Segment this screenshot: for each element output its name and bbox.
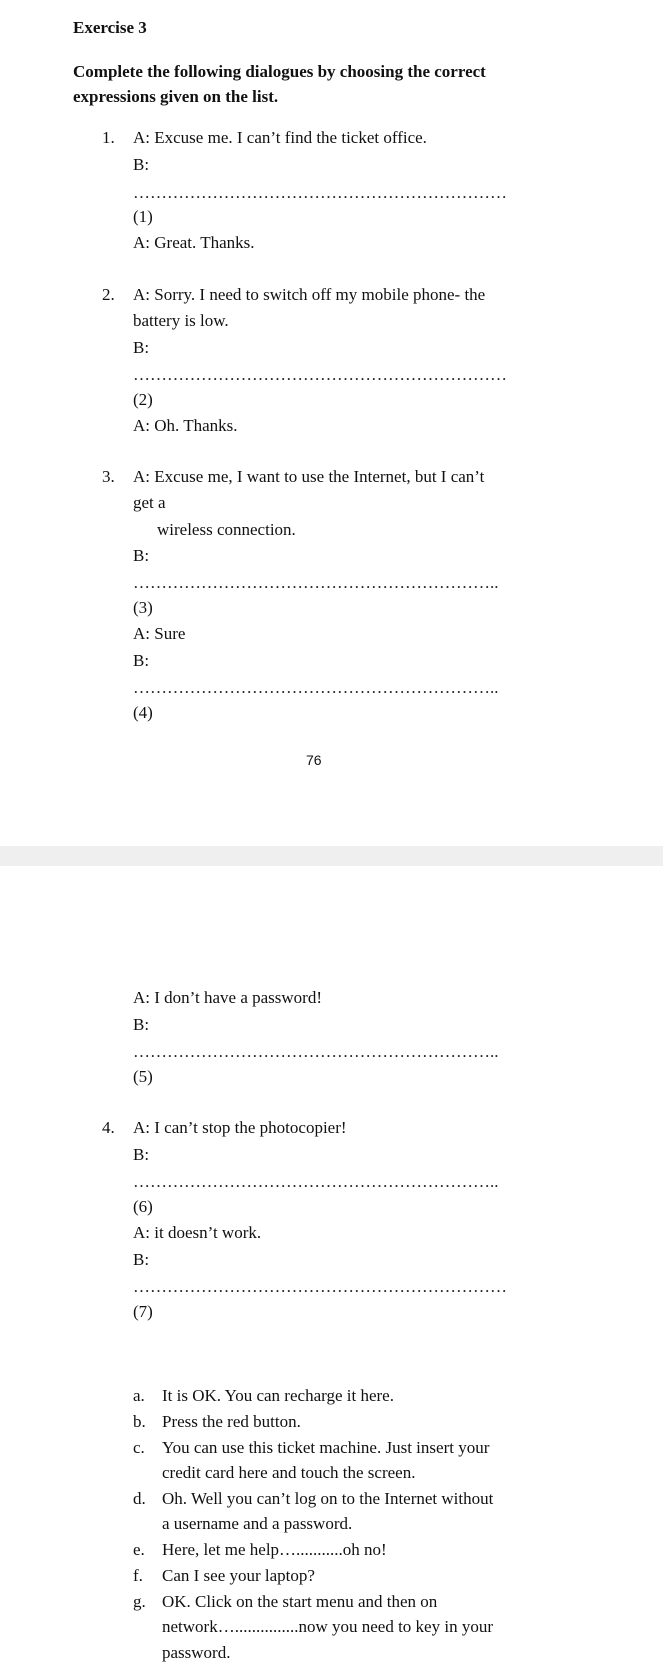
dialogue-3-number: 3. [102, 467, 115, 486]
dialogue-1-b1: B: [133, 155, 150, 174]
answer-line-1: ………………………………………………………… [133, 183, 507, 202]
dialogue-3-b2: B: [133, 651, 150, 670]
blank-number-7: (7) [133, 1302, 153, 1321]
page-separator [0, 846, 663, 866]
option-g-line2: network…...............now you need to key in your [162, 1617, 493, 1636]
blank-number-5: (5) [133, 1067, 153, 1086]
dialogue-2-a1-line2: battery is low. [133, 311, 229, 330]
blank-number-3: (3) [133, 598, 153, 617]
exercise-title: Exercise 3 [73, 18, 147, 37]
option-d-line1: Oh. Well you can’t log on to the Internet without [162, 1489, 494, 1508]
dialogue-2-b1: B: [133, 338, 150, 357]
option-letter-e: e. [133, 1540, 145, 1559]
dialogue-3-b3: B: [133, 1015, 150, 1034]
dialogue-1-a1: A: Excuse me. I can’t find the ticket office. [133, 128, 427, 147]
option-g-line3: password. [162, 1643, 231, 1662]
dialogue-4-a2: A: it doesn’t work. [133, 1223, 262, 1242]
answer-line-6: ……………………………………………………….. [133, 1172, 499, 1191]
dialogue-2-a1-line1: A: Sorry. I need to switch off my mobile phone- the [133, 285, 486, 304]
answer-line-3: ……………………………………………………….. [133, 573, 499, 592]
option-letter-c: c. [133, 1438, 145, 1457]
blank-number-1: (1) [133, 207, 153, 226]
option-b-line1: Press the red button. [162, 1412, 301, 1431]
answer-line-2: ………………………………………………………… [133, 365, 507, 384]
option-g-line1: OK. Click on the start menu and then on [162, 1592, 438, 1611]
dialogue-2-number: 2. [102, 285, 115, 304]
option-e-line1: Here, let me help…...........oh no! [162, 1540, 387, 1559]
dialogue-4-b2: B: [133, 1250, 150, 1269]
answer-line-7: ………………………………………………………… [133, 1277, 507, 1296]
answer-line-4: ……………………………………………………….. [133, 678, 499, 697]
page-77 [0, 866, 663, 1676]
option-letter-a: a. [133, 1386, 145, 1405]
dialogue-3-a2: A: Sure [133, 624, 186, 643]
answer-line-5: ……………………………………………………….. [133, 1042, 499, 1061]
dialogue-2-a2: A: Oh. Thanks. [133, 416, 238, 435]
dialogue-4-number: 4. [102, 1118, 115, 1137]
blank-number-2: (2) [133, 390, 153, 409]
option-f-line1: Can I see your laptop? [162, 1566, 315, 1585]
option-c-line1: You can use this ticket machine. Just insert your [162, 1438, 490, 1457]
option-letter-d: d. [133, 1489, 146, 1508]
blank-number-4: (4) [133, 703, 153, 722]
option-letter-b: b. [133, 1412, 146, 1431]
blank-number-6: (6) [133, 1197, 153, 1216]
dialogue-3-a1-line1: A: Excuse me, I want to use the Internet, but I can’t [133, 467, 485, 486]
page-number: 76 [306, 752, 322, 768]
option-letter-g: g. [133, 1592, 146, 1611]
dialogue-1-number: 1. [102, 128, 115, 147]
dialogue-4-b1: B: [133, 1145, 150, 1164]
instruction-line-1: Complete the following dialogues by choosing the correct [73, 62, 486, 81]
option-letter-f: f. [133, 1566, 143, 1585]
dialogue-1-a2: A: Great. Thanks. [133, 233, 255, 252]
dialogue-3-a1-line3: wireless connection. [157, 520, 296, 539]
dialogue-3-b1: B: [133, 546, 150, 565]
option-a-line1: It is OK. You can recharge it here. [162, 1386, 394, 1405]
option-c-line2: credit card here and touch the screen. [162, 1463, 416, 1482]
dialogue-3-a1-line2: get a [133, 493, 166, 512]
option-d-line2: a username and a password. [162, 1514, 353, 1533]
dialogue-3-a3: A: I don’t have a password! [133, 988, 323, 1007]
instruction-line-2: expressions given on the list. [73, 87, 279, 106]
dialogue-4-a1: A: I can’t stop the photocopier! [133, 1118, 347, 1137]
